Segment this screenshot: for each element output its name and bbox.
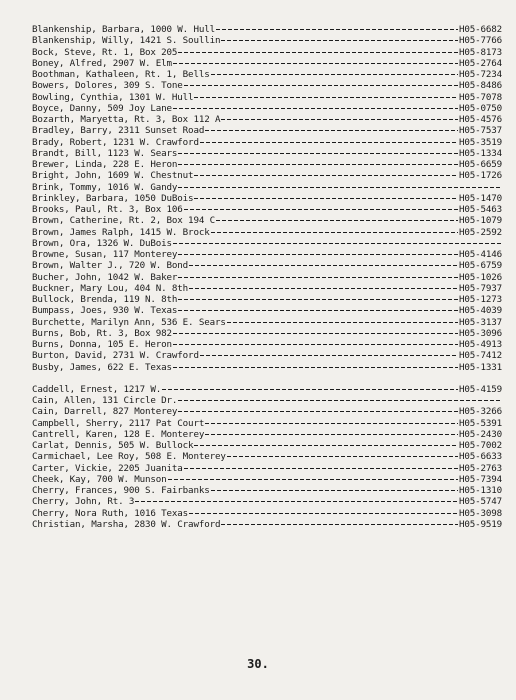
entry-name-address: Bucher, John, 1042 W. Baker	[32, 271, 178, 283]
dot-leader	[178, 400, 501, 401]
entry-name-address: Bumpass, Joes, 930 W. Texas	[32, 305, 178, 317]
entry-name-address: Bock, Steve, Rt. 1, Box 205	[32, 46, 178, 58]
entry-phone: H05-3266	[458, 406, 502, 418]
entry-name-address: Boothman, Kathaleen, Rt. 1, Bells	[32, 69, 210, 80]
entry-name-address: Bullock, Brenda, 119 N. 8th	[32, 294, 178, 305]
entry-name-address: Cheek, Kay, 700 W. Munson	[32, 473, 167, 485]
dot-leader	[189, 288, 458, 289]
directory-entry	[32, 519, 502, 530]
dot-leader	[194, 97, 457, 98]
entry-name-address: Brooks, Paul, Rt. 3, Box 106	[32, 204, 183, 215]
directory-entry	[32, 283, 502, 294]
dot-leader	[173, 108, 458, 109]
entry-name-address: Bright, John, 1609 W. Chestnut	[32, 170, 194, 182]
entry-phone: H05-6659	[458, 159, 502, 170]
directory-section	[32, 24, 502, 373]
dot-leader	[184, 209, 458, 210]
entry-phone: H05-1026	[458, 271, 502, 283]
directory-entry	[32, 24, 502, 35]
directory-entry	[32, 238, 502, 249]
dot-leader	[178, 52, 458, 53]
entry-phone: H05-9519	[458, 518, 502, 530]
directory-entry	[32, 485, 502, 496]
directory-entry	[32, 406, 502, 417]
entry-name-address: Burns, Donna, 105 E. Heron	[32, 339, 172, 350]
dot-leader	[216, 29, 458, 30]
entry-name-address: Carlat, Dennis, 505 W. Bullock	[32, 440, 194, 451]
directory-entry	[32, 114, 502, 125]
entry-phone: H05-5463	[458, 204, 502, 215]
directory-entry	[32, 249, 502, 260]
dot-leader	[173, 333, 458, 334]
entry-name-address: Brown, Walter J., 720 W. Bond	[32, 260, 189, 272]
entry-phone: H05-1470	[458, 192, 502, 204]
directory-entry	[32, 35, 502, 46]
dot-leader	[221, 524, 458, 525]
directory-entry	[32, 227, 502, 238]
dot-leader	[178, 187, 501, 188]
directory-entry	[32, 137, 502, 148]
entry-name-address: Boney, Alfred, 2907 W. Elm	[32, 57, 172, 69]
entry-name-address: Cherry, Frances, 900 S. Fairbanks	[32, 485, 210, 496]
directory-entry	[32, 204, 502, 215]
directory-section	[32, 384, 502, 530]
dot-leader	[178, 411, 458, 412]
entry-name-address: Cantrell, Karen, 128 E. Monterey	[32, 428, 205, 440]
dot-leader	[184, 468, 458, 469]
directory-entry	[32, 418, 502, 429]
entry-name-address: Browne, Susan, 117 Monterey	[32, 249, 178, 260]
entry-phone: H05-7078	[458, 91, 502, 103]
directory-entry	[32, 339, 502, 350]
entry-phone: H05-4913	[458, 339, 502, 350]
dot-leader	[189, 265, 458, 266]
dot-leader	[205, 423, 458, 424]
entry-name-address: Brady, Robert, 1231 W. Crawford	[32, 136, 199, 148]
dot-leader	[173, 63, 458, 64]
entry-phone: H05-2592	[458, 226, 502, 238]
entry-phone: H05-1310	[458, 485, 502, 496]
dot-leader	[200, 355, 458, 356]
dot-leader	[205, 434, 458, 435]
entry-name-address: Buckner, Mary Lou, 404 N. 8th	[32, 282, 189, 294]
entry-phone: H05-4146	[458, 249, 502, 260]
entry-name-address: Cain, Allen, 131 Circle Dr.	[32, 395, 178, 406]
dot-leader	[194, 445, 457, 446]
directory-entry	[32, 47, 502, 58]
dot-leader	[173, 367, 458, 368]
dot-leader	[184, 85, 458, 86]
directory-entry	[32, 260, 502, 271]
directory-entry	[32, 350, 502, 361]
entry-name-address: Busby, James, 622 E. Texas	[32, 361, 172, 373]
dot-leader	[162, 389, 458, 390]
directory-entry	[32, 429, 502, 440]
entry-name-address: Brinkley, Barbara, 1050 DuBois	[32, 192, 194, 204]
directory-entry	[32, 92, 502, 103]
directory-entry	[32, 328, 502, 339]
entry-name-address: Blankenship, Willy, 1421 S. Soullin	[32, 35, 221, 47]
entry-phone: H05-1273	[458, 294, 502, 305]
entry-name-address: Blankenship, Barbara, 1000 W. Hull	[32, 24, 215, 35]
entry-name-address: Caddell, Ernest, 1217 W.	[32, 383, 162, 395]
entry-name-address: Carter, Vickie, 2205 Juanita	[32, 462, 183, 474]
entry-name-address: Brown, Ora, 1326 W. DuBois	[32, 237, 172, 249]
entry-phone: H05-5747	[458, 496, 502, 508]
entry-phone: H05-8173	[458, 46, 502, 58]
entry-name-address: Brown, Catherine, Rt. 2, Box 194 C	[32, 215, 215, 227]
entry-phone: H05-3519	[458, 136, 502, 148]
dot-leader	[216, 220, 458, 221]
entry-name-address: Bozarth, Maryetta, Rt. 3, Box 112 A	[32, 114, 221, 125]
dot-leader	[189, 513, 458, 514]
entry-name-address: Cain, Darrell, 827 Monterey	[32, 406, 178, 418]
dot-leader	[178, 277, 458, 278]
dot-leader	[227, 456, 458, 457]
dot-leader	[227, 322, 458, 323]
entry-phone: H05-1331	[458, 361, 502, 373]
entry-phone: H05-8486	[458, 80, 502, 92]
directory-entry	[32, 440, 502, 451]
directory-entry	[32, 159, 502, 170]
directory-entry	[32, 125, 502, 136]
entry-phone: H05-6682	[458, 24, 502, 35]
dot-leader	[200, 142, 458, 143]
entry-phone: H05-2764	[458, 57, 502, 69]
entry-name-address: Burton, David, 2731 W. Crawford	[32, 350, 199, 362]
directory-entry	[32, 103, 502, 114]
directory-entry	[32, 272, 502, 283]
entry-phone: H05-7937	[458, 282, 502, 294]
entry-phone: H05-2430	[458, 428, 502, 440]
dot-leader	[178, 299, 458, 300]
dot-leader	[135, 501, 458, 502]
entry-name-address: Campbell, Sherry, 2117 Pat Court	[32, 417, 205, 429]
dot-leader	[211, 74, 458, 75]
dot-leader	[173, 243, 501, 244]
dot-leader	[178, 254, 458, 255]
entry-name-address: Brown, James Ralph, 1415 W. Brock	[32, 226, 210, 238]
dot-leader	[211, 232, 458, 233]
directory-entry	[32, 58, 502, 69]
directory-entry	[32, 317, 502, 328]
entry-phone: H05-7537	[458, 125, 502, 137]
entry-phone: H05-5391	[458, 417, 502, 429]
directory-entry	[32, 294, 502, 305]
entry-name-address: Boyce, Danny, 509 Joy Lane	[32, 102, 172, 114]
directory-entry	[32, 215, 502, 226]
dot-leader	[178, 164, 458, 165]
entry-phone: H05-4039	[458, 305, 502, 317]
directory-entry	[32, 463, 502, 474]
entry-phone: H05-1726	[458, 170, 502, 182]
entry-phone: H05-3096	[458, 327, 502, 339]
page-number: 30.	[247, 657, 269, 671]
directory-entry	[32, 193, 502, 204]
entry-phone: H05-2763	[458, 462, 502, 474]
directory-entry	[32, 496, 502, 507]
directory-entry	[32, 80, 502, 91]
entry-phone: H05-1079	[458, 215, 502, 227]
entry-phone: H05-7412	[458, 350, 502, 362]
dot-leader	[194, 198, 457, 199]
entry-name-address: Burns, Bob, Rt. 3, Box 982	[32, 327, 172, 339]
directory-entry	[32, 69, 502, 80]
dot-leader	[205, 130, 458, 131]
entry-phone: H05-4159	[458, 383, 502, 395]
directory-listing	[32, 24, 502, 530]
entry-phone: H05-6633	[458, 451, 502, 463]
directory-entry	[32, 451, 502, 462]
entry-name-address: Cherry, John, Rt. 3	[32, 496, 135, 508]
entry-phone: H05-0750	[458, 102, 502, 114]
entry-name-address: Bowling, Cynthia, 1301 W. Hull	[32, 91, 194, 103]
dot-leader	[221, 40, 458, 41]
entry-phone: H05-3137	[458, 316, 502, 328]
dot-leader	[221, 119, 458, 120]
entry-phone: H05-7766	[458, 35, 502, 47]
directory-entry	[32, 170, 502, 181]
dot-leader	[173, 344, 458, 345]
entry-name-address: Cherry, Nora Ruth, 1016 Texas	[32, 507, 189, 519]
dot-leader	[194, 175, 457, 176]
directory-entry	[32, 182, 502, 193]
dot-leader	[178, 310, 458, 311]
dot-leader	[178, 153, 458, 154]
entry-name-address: Brink, Tommy, 1016 W. Gandy	[32, 181, 178, 193]
entry-phone: H05-6759	[458, 260, 502, 272]
directory-entry	[32, 148, 502, 159]
directory-entry	[32, 305, 502, 316]
directory-entry	[32, 384, 502, 395]
entry-phone: H05-3098	[458, 507, 502, 519]
entry-name-address: Burchette, Marilyn Ann, 536 E. Sears	[32, 316, 226, 328]
entry-phone: H05-1334	[458, 147, 502, 159]
entry-name-address: Brewer, Linda, 228 E. Heron	[32, 159, 178, 170]
directory-entry	[32, 474, 502, 485]
dot-leader	[168, 479, 458, 480]
directory-entry	[32, 362, 502, 373]
entry-name-address: Carmichael, Lee Roy, 508 E. Monterey	[32, 451, 226, 463]
entry-name-address: Brandt, Bill, 1123 W. Sears	[32, 147, 178, 159]
entry-phone: H05-7394	[458, 473, 502, 485]
entry-phone: H05-7234	[458, 69, 502, 80]
directory-entry	[32, 508, 502, 519]
entry-name-address: Christian, Marsha, 2830 W. Crawford	[32, 518, 221, 530]
entry-name-address: Bowers, Dolores, 309 S. Tone	[32, 80, 183, 92]
dot-leader	[211, 490, 458, 491]
entry-phone: H05-7002	[458, 440, 502, 451]
entry-phone: H05-4576	[458, 114, 502, 125]
directory-entry	[32, 395, 502, 406]
entry-name-address: Bradley, Barry, 2311 Sunset Road	[32, 125, 205, 137]
